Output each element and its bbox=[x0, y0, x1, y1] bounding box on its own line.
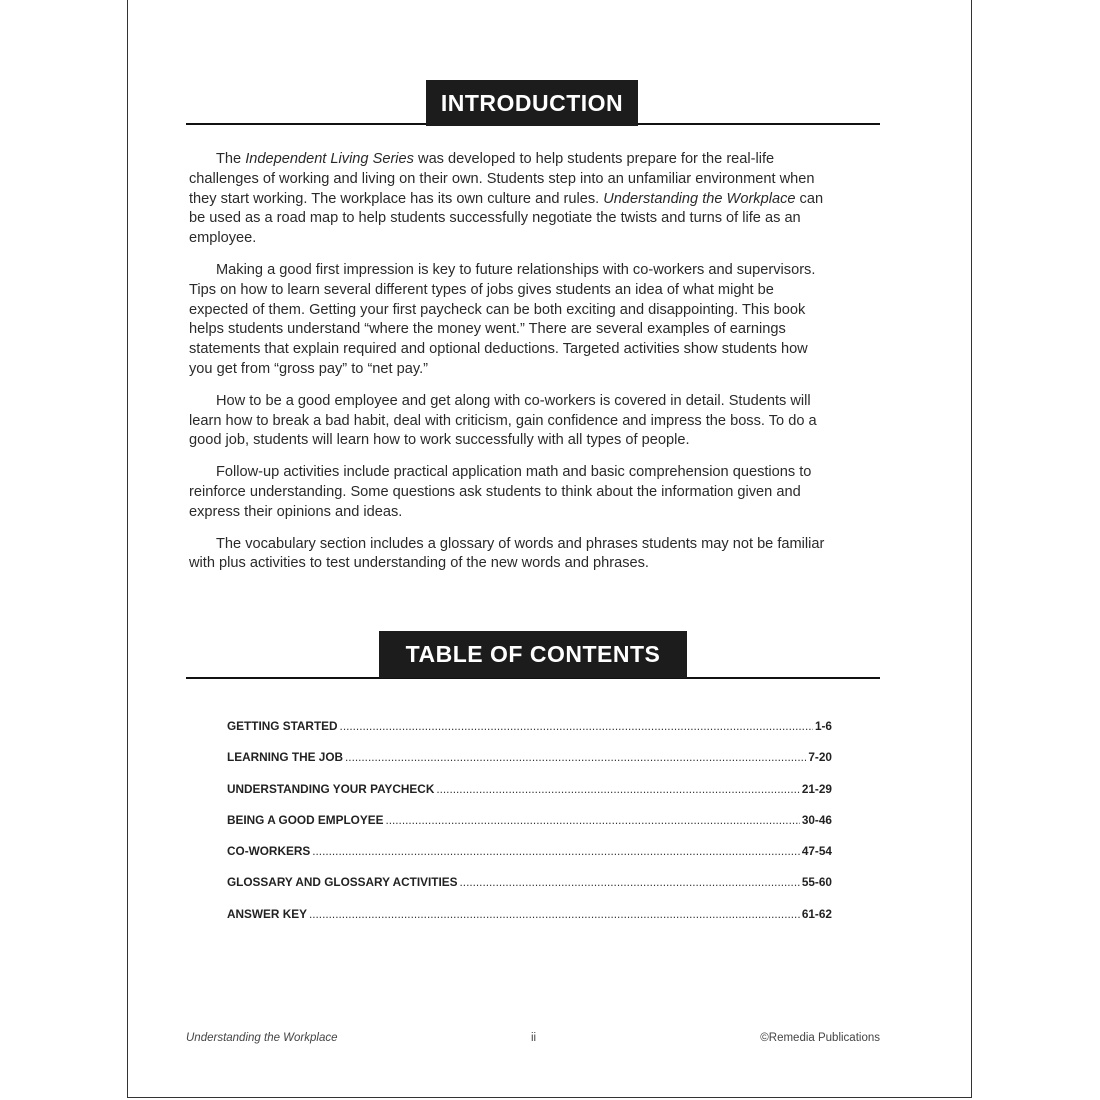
toc-leader-dots bbox=[340, 719, 813, 733]
document-page bbox=[127, 0, 972, 1098]
toc-entry-title: ANSWER KEY bbox=[227, 906, 307, 921]
toc-leader-dots bbox=[345, 750, 806, 764]
intro-paragraph-2: Making a good first impression is key to future relationships with co-workers and supervisors. Tips on how to learn several different types of jobs gives students an idea of what might be expected of them. Getting your first paycheck can be both exciting and disappointing. This book helps students understand “where the money went.” There are several examples of earnings statements that explain required and optional deductions. Targeted activities show students how you get from “gross pay” to “net pay.” bbox=[189, 261, 816, 377]
toc-entry bbox=[227, 907, 832, 938]
toc-entry-pages: 21-29 bbox=[801, 781, 832, 796]
page-footer bbox=[186, 1032, 880, 1048]
intro-paragraph-5: The vocabulary section includes a glossary of words and phrases students may not be familiar with plus activities to test understanding of the new words and phrases. bbox=[189, 535, 825, 572]
toc-entry-title: GETTING STARTED bbox=[227, 719, 338, 733]
toc-leader-dots bbox=[309, 907, 800, 921]
footer-page-number: ii bbox=[531, 1032, 537, 1044]
introduction-body bbox=[189, 150, 829, 586]
toc-entry bbox=[227, 875, 832, 906]
footer-publisher: ©Remedia Publications bbox=[760, 1032, 880, 1044]
footer-book-title: Understanding the Workplace bbox=[186, 1032, 338, 1044]
toc-entry bbox=[227, 782, 832, 813]
intro-p1-text-a: The bbox=[216, 151, 246, 167]
toc-entry-pages: 1-6 bbox=[814, 719, 832, 733]
toc-entry-pages: 55-60 bbox=[801, 875, 832, 890]
series-title: Independent Living Series bbox=[245, 151, 414, 167]
intro-paragraph-1 bbox=[189, 150, 829, 249]
toc-entry-title: UNDERSTANDING YOUR PAYCHECK bbox=[227, 781, 435, 796]
intro-p1-text-c: was developed to help students prepare for the real-life challenges of working and living on their own. Students step into an unfamiliar environment when they start working. The workplace has its own culture and rules. bbox=[189, 151, 815, 207]
toc-entry bbox=[227, 844, 832, 875]
table-of-contents bbox=[227, 719, 832, 938]
introduction-heading: INTRODUCTION bbox=[426, 80, 638, 126]
toc-entry-pages: 61-62 bbox=[801, 906, 832, 921]
book-title-inline: Understanding the Workplace bbox=[603, 190, 796, 207]
toc-entry-title: LEARNING THE JOB bbox=[227, 750, 344, 765]
toc-leader-dots bbox=[312, 844, 800, 858]
toc-entry-pages: 7-20 bbox=[808, 750, 832, 765]
toc-leader-dots bbox=[385, 813, 799, 827]
toc-header bbox=[186, 631, 880, 679]
toc-entry-title: GLOSSARY AND GLOSSARY ACTIVITIES bbox=[227, 875, 458, 890]
toc-entry-title: BEING A GOOD EMPLOYEE bbox=[227, 812, 384, 827]
toc-leader-dots bbox=[436, 782, 799, 796]
toc-entry-title: CO-WORKERS bbox=[227, 844, 311, 859]
intro-paragraph-4: Follow-up activities include practical application math and basic comprehension questions to reinforce understanding. Some questions ask students to think about the information given and express their opinions and ideas. bbox=[189, 464, 812, 520]
toc-entry bbox=[227, 750, 832, 781]
intro-p1-text-e: can be used as a road map to help students successfully negotiate the twists and turns of life as an employee. bbox=[189, 190, 824, 247]
toc-entry bbox=[227, 813, 832, 844]
toc-entry-pages: 47-54 bbox=[801, 844, 832, 859]
intro-paragraph-3: How to be a good employee and get along with co-workers is covered in detail. Students will learn how to break a bad habit, deal with criticism, gain confidence and impress the boss. To do a good job, students will learn how to work successfully with all types of people. bbox=[189, 392, 817, 449]
toc-entry-pages: 30-46 bbox=[801, 812, 832, 827]
toc-leader-dots bbox=[460, 875, 800, 889]
toc-entry bbox=[227, 719, 832, 750]
introduction-header bbox=[186, 80, 880, 126]
toc-heading: TABLE OF CONTENTS bbox=[379, 631, 687, 678]
